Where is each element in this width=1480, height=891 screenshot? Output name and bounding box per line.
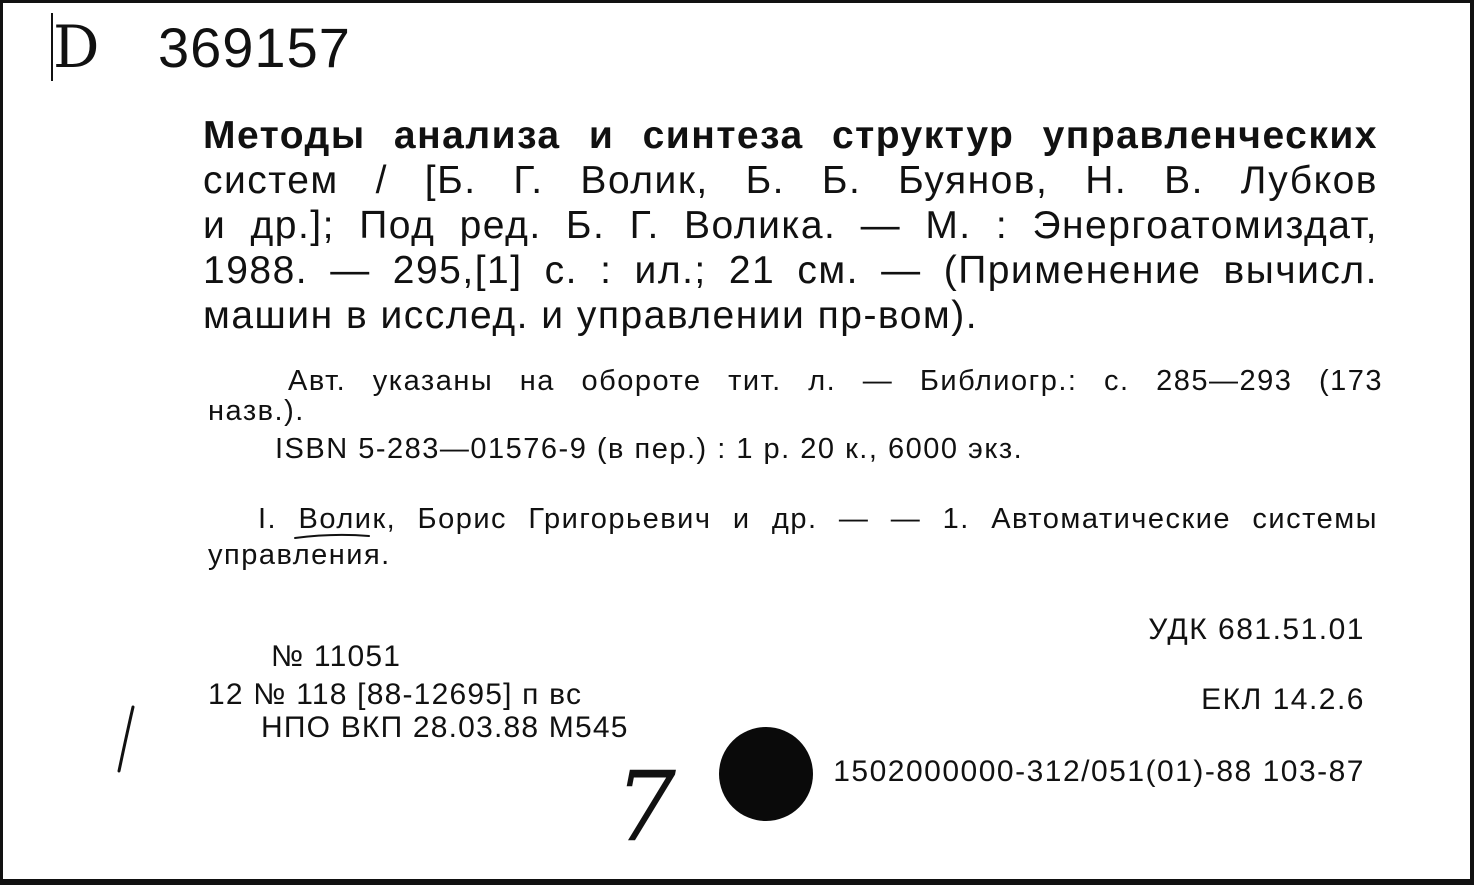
authors-note-line-1: Авт. указаны на обороте тит. л. — Библиогр.: с. 285—293 (173 [288,365,1383,397]
title-line-2: систем / [Б. Г. Волик, Б. Б. Буянов, Н. В. Лубков [203,159,1378,202]
udk-code: УДК 681.51.01 [1148,613,1365,646]
order-line-2: 12 № 118 [88-12695] п вс [208,678,583,711]
isbn-line: ISBN 5-283—01576-9 (в пер.) : 1 р. 20 к., 6000 экз. [275,433,1024,465]
card-number: 369157 [158,16,351,79]
subject-line-2: управления. [208,539,391,571]
title-line-3: и др.]; Под ред. Б. Г. Волика. — М. : Энергоатомиздат, [203,204,1378,247]
order-line-1: № 11051 [271,640,402,673]
subject-line-1: I. Волик, Борис Григорьевич и др. — — 1. Автоматические системы [258,503,1378,535]
underline-mark [293,530,373,544]
pen-stroke-mark [113,703,137,775]
punch-hole [719,727,813,821]
title-line-1: Методы анализа и синтеза структур управленческих [203,114,1378,157]
order-line-3: НПО ВКП 28.03.88 М545 [261,711,629,744]
ekl-code: ЕКЛ 14.2.6 [1201,683,1365,716]
series-code: 1502000000-312/051(01)-88 103-87 [833,755,1365,788]
title-line-4: 1988. — 295,[1] с. : ил.; 21 см. — (Применение вычисл. [203,249,1378,292]
bibliographic-description [203,113,1378,338]
fund-letter: D [53,13,100,81]
handwritten-number: 7 [615,751,677,863]
authors-note-line-2: назв.). [208,395,305,427]
title-line-5: машин в исслед. и управлении пр-вом). [203,294,979,337]
